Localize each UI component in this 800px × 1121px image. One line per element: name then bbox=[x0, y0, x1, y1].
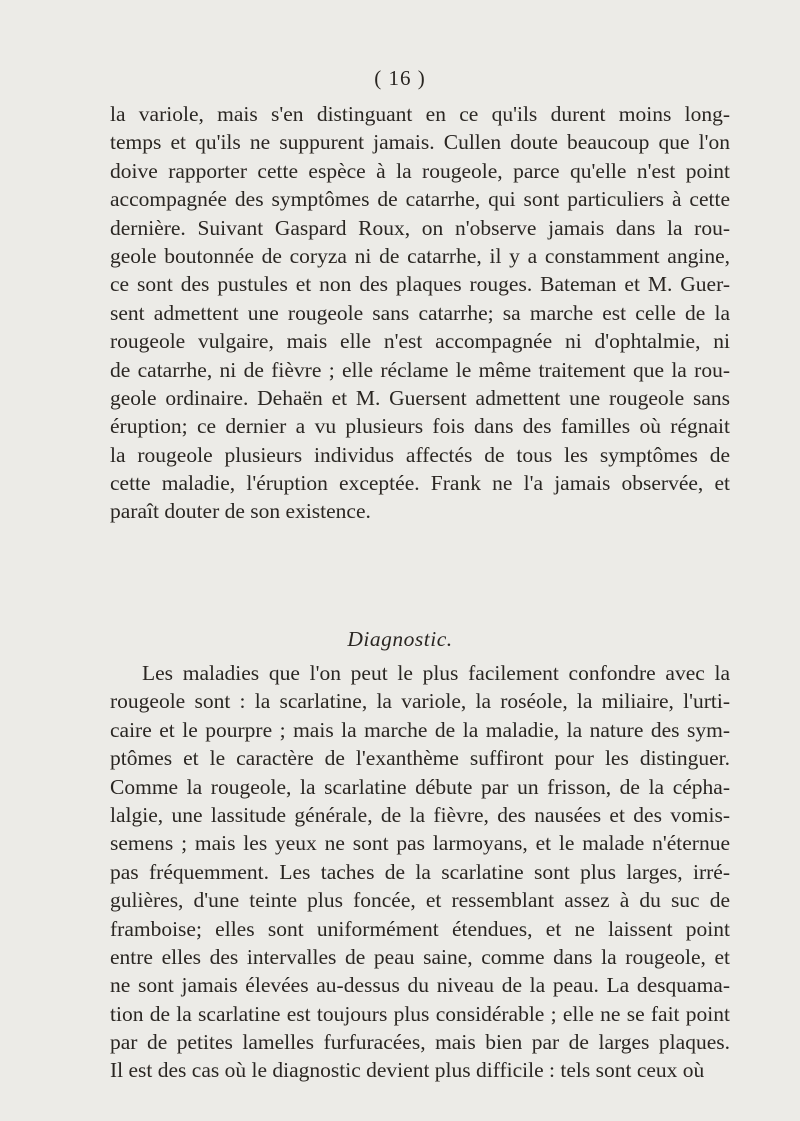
text-line: gulières, d'une teinte plus foncée, et ressemblant assez à du suc de bbox=[110, 888, 730, 913]
text-line: geole ordinaire. Dehaën et M. Guersent admettent une rougeole sans bbox=[110, 385, 730, 410]
text-line: framboise; elles sont uniformément étendues, et ne laissent point bbox=[110, 916, 730, 941]
text-line: ce sont des pustules et non des plaques rouges. Bateman et M. Guer- bbox=[110, 272, 730, 297]
text-line: doive rapporter cette espèce à la rougeole, parce qu'elle n'est point bbox=[110, 158, 730, 183]
text-line: accompagnée des symptômes de catarrhe, qui sont particuliers à cette bbox=[110, 187, 730, 212]
text-line: Il est des cas où le diagnostic devient plus difficile : tels sont ceux où bbox=[110, 1058, 705, 1083]
text-line: rougeole sont : la scarlatine, la variole, la roséole, la miliaire, l'urti- bbox=[110, 689, 730, 714]
text-line: Comme la rougeole, la scarlatine débute par un frisson, de la cépha- bbox=[110, 774, 730, 799]
text-line: Les maladies que l'on peut le plus facilement confondre avec la bbox=[142, 661, 730, 685]
text-line: rougeole vulgaire, mais elle n'est accompagnée ni d'ophtalmie, ni bbox=[110, 329, 730, 354]
text-line: par de petites lamelles furfuracées, mais bien par de larges plaques. bbox=[110, 1030, 730, 1055]
text-line: dernière. Suivant Gaspard Roux, on n'observe jamais dans la rou- bbox=[110, 215, 730, 240]
text-line: la variole, mais s'en distinguant en ce qu'ils durent moins long- bbox=[110, 102, 730, 126]
text-line: semens ; mais les yeux ne sont pas larmoyans, et le malade n'éternue bbox=[110, 831, 730, 856]
text-line: pas fréquemment. Les taches de la scarlatine sont plus larges, irré- bbox=[110, 859, 730, 884]
text-line: de catarrhe, ni de fièvre ; elle réclame le même traitement que la rou- bbox=[110, 357, 730, 382]
section-heading: Diagnostic. bbox=[347, 627, 453, 651]
text-line: éruption; ce dernier a vu plusieurs fois dans des familles où régnait bbox=[110, 414, 730, 439]
text-line: la rougeole plusieurs individus affectés de tous les symptômes de bbox=[110, 442, 730, 467]
text-line: lalgie, une lassitude générale, de la fièvre, des nausées et des vomis- bbox=[110, 802, 730, 827]
paragraph-1 bbox=[110, 100, 730, 526]
text-line: cette maladie, l'éruption exceptée. Frank ne l'a jamais observée, et bbox=[110, 471, 730, 496]
text-line: ptômes et le caractère de l'exanthème suffiront pour les distinguer. bbox=[110, 746, 730, 771]
text-line: tion de la scarlatine est toujours plus considérable ; elle ne se fait point bbox=[110, 1001, 730, 1026]
text-line: temps et qu'ils ne suppurent jamais. Cullen doute beaucoup que l'on bbox=[110, 130, 730, 155]
text-line: ne sont jamais élevées au-dessus du niveau de la peau. La desquama- bbox=[110, 973, 730, 998]
text-line: caire et le pourpre ; mais la marche de la maladie, la nature des sym- bbox=[110, 717, 730, 742]
text-line: paraît douter de son existence. bbox=[110, 499, 371, 524]
text-line: geole boutonnée de coryza ni de catarrhe, il y a constamment angine, bbox=[110, 243, 730, 268]
page-number: ( 16 ) bbox=[374, 66, 426, 90]
text-line: sent admettent une rougeole sans catarrhe; sa marche est celle de la bbox=[110, 300, 730, 325]
paragraph-2 bbox=[110, 659, 730, 1085]
text-line: entre elles des intervalles de peau saine, comme dans la rougeole, et bbox=[110, 944, 730, 969]
